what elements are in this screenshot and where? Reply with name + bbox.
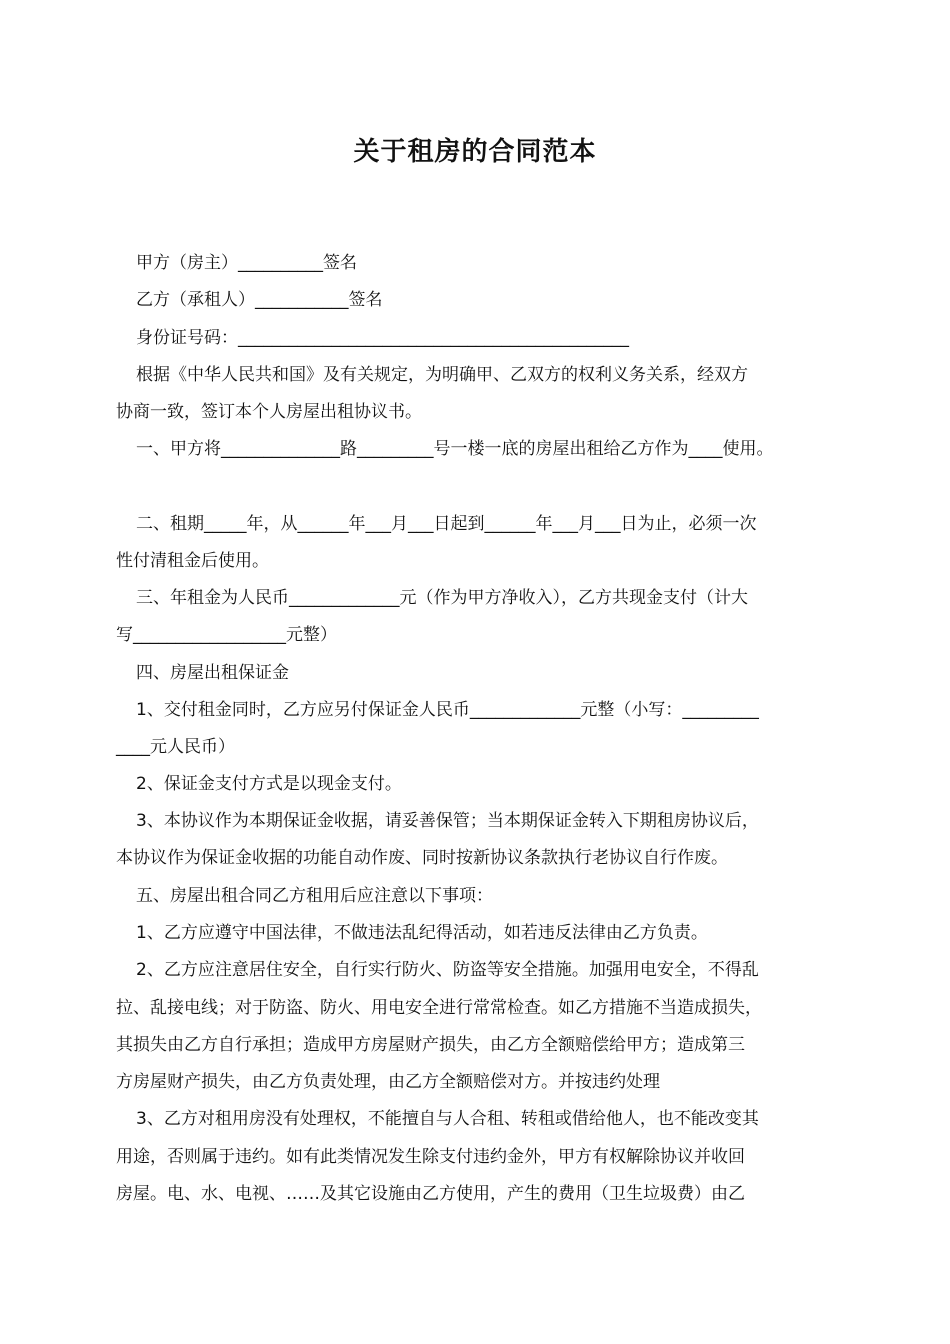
clause-5-item-1: 1、乙方应遵守中国法律，不做违法乱纪得活动，如若违反法律由乙方负责。 — [136, 923, 708, 943]
clause-5-item-2-line-1: 2、乙方应注意居住安全，自行实行防火、防盗等安全措施。加强用电安全，不得乱 — [136, 960, 759, 980]
landlord-signature-line: 甲方（房主）__________签名 — [136, 253, 357, 273]
preamble-line-1: 根据《中华人民共和国》及有关规定，为明确甲、乙双方的权利义务关系，经双方 — [136, 365, 748, 385]
preamble-line-2: 协商一致，签订本个人房屋出租协议书。 — [116, 402, 422, 422]
clause-5-heading: 五、房屋出租合同乙方租用后应注意以下事项： — [136, 886, 493, 906]
tenant-signature-line: 乙方（承租人）___________签名 — [136, 290, 383, 310]
clause-3-line-2: 写__________________元整） — [116, 625, 337, 645]
clause-4-item-1-line-2: ____元人民币） — [116, 737, 235, 757]
clause-4-item-3-line-2: 本协议作为保证金收据的功能自动作废、同时按新协议条款执行老协议自行作废。 — [116, 848, 728, 868]
clause-5-item-3-line-1: 3、乙方对租用房没有处理权，不能擅自与人合租、转租或借给他人，也不能改变其 — [136, 1109, 759, 1129]
clause-5-item-2-line-3: 其损失由乙方自行承担；造成甲方房屋财产损失，由乙方全额赔偿给甲方；造成第三 — [116, 1035, 745, 1055]
clause-5-item-2-line-2: 拉、乱接电线；对于防盗、防火、用电安全进行常常检查。如乙方措施不当造成损失， — [116, 998, 762, 1018]
clause-5-item-3-line-3: 房屋。电、水、电视、……及其它设施由乙方使用，产生的费用（卫生垃圾费）由乙 — [116, 1184, 745, 1204]
clause-1-line: 一、甲方将______________路_________号一楼一底的房屋出租给乙方作为____使用。 — [136, 439, 774, 459]
clause-4-item-2: 2、保证金支付方式是以现金支付。 — [136, 774, 402, 794]
clause-4-item-3-line-1: 3、本协议作为本期保证金收据，请妥善保管；当本期保证金转入下期租房协议后， — [136, 811, 759, 831]
clause-5-item-2-line-4: 方房屋财产损失，由乙方负责处理，由乙方全额赔偿对方。并按违约处理 — [116, 1072, 660, 1092]
clause-3-line-1: 三、年租金为人民币_____________元（作为甲方净收入），乙方共现金支付（计大 — [136, 588, 748, 608]
id-number-line: 身份证号码：______________________________________________ — [136, 328, 629, 348]
clause-2-line-2: 性付清租金后使用。 — [116, 551, 269, 571]
clause-4-heading: 四、房屋出租保证金 — [136, 663, 289, 683]
document-title: 关于租房的合同范本 — [353, 137, 597, 167]
clause-5-item-3-line-2: 用途，否则属于违约。如有此类情况发生除支付违约金外，甲方有权解除协议并收回 — [116, 1147, 745, 1167]
clause-2-line-1: 二、租期_____年，从______年___月___日起到______年___月___日为止，必须一次 — [136, 514, 757, 534]
clause-4-item-1-line-1: 1、交付租金同时，乙方应另付保证金人民币_____________元整（小写：_________ — [136, 700, 759, 720]
